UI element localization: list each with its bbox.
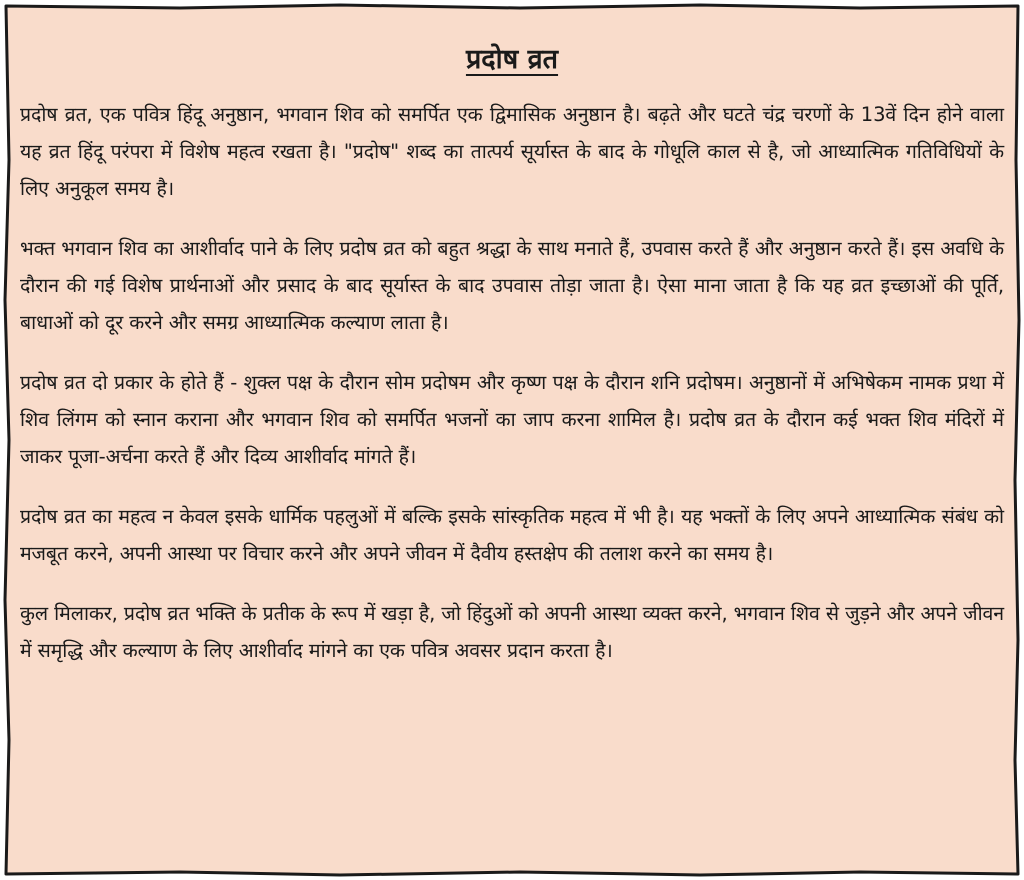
paragraph-2: भक्त भगवान शिव का आशीर्वाद पाने के लिए प्रदोष व्रत को बहुत श्रद्धा के साथ मनाते हैं, उपवास करते हैं और अनुष्ठान करते हैं। इस अवधि के दौरान की गई विशेष प्रार्थनाओं और प्रसाद के बाद सूर्यास्त के बाद उपवास तोड़ा जाता है। ऐसा माना जाता है कि यह व्रत इच्छाओं की पूर्ति, बाधाओं को दूर करने और समग्र आध्यात्मिक कल्याण लाता है। xyxy=(20,237,1004,334)
paragraph-3: प्रदोष व्रत दो प्रकार के होते हैं - शुक्ल पक्ष के दौरान सोम प्रदोषम और कृष्ण पक्ष के दौरान शनि प्रदोषम। अनुष्ठानों में अभिषेकम नामक प्रथा में शिव लिंगम को स्नान कराना और भगवान शिव को समर्पित भजनों का जाप करना शामिल है। प्रदोष व्रत के दौरान कई भक्त शिव मंदिरों में जाकर पूजा-अर्चना करते हैं और दिव्य आशीर्वाद मांगते हैं। xyxy=(20,371,1004,468)
document-body xyxy=(20,40,1004,692)
paragraph-1: प्रदोष व्रत, एक पवित्र हिंदू अनुष्ठान, भगवान शिव को समर्पित एक द्विमासिक अनुष्ठान है। बढ़ते और घटते चंद्र चरणों के 13वें दिन होने वाला यह व्रत हिंदू परंपरा में विशेष महत्व रखता है। "प्रदोष" शब्द का तात्पर्य सूर्यास्त के बाद के गोधूलि काल से है, जो आध्यात्मिक गतिविधियों के लिए अनुकूल समय है। xyxy=(20,103,1004,200)
paragraph-4: प्रदोष व्रत का महत्व न केवल इसके धार्मिक पहलुओं में बल्कि इसके सांस्कृतिक महत्व में भी है। यह भक्तों के लिए अपने आध्यात्मिक संबंध को मजबूत करने, अपनी आस्था पर विचार करने और अपने जीवन में दैवीय हस्तक्षेप की तलाश करने का समय है। xyxy=(20,505,1004,565)
paragraph-5: कुल मिलाकर, प्रदोष व्रत भक्ति के प्रतीक के रूप में खड़ा है, जो हिंदुओं को अपनी आस्था व्यक्त करने, भगवान शिव से जुड़ने और अपने जीवन में समृद्धि और कल्याण के लिए आशीर्वाद मांगने का एक पवित्र अवसर प्रदान करता है। xyxy=(20,602,1004,662)
document-title: प्रदोष व्रत xyxy=(465,44,559,75)
